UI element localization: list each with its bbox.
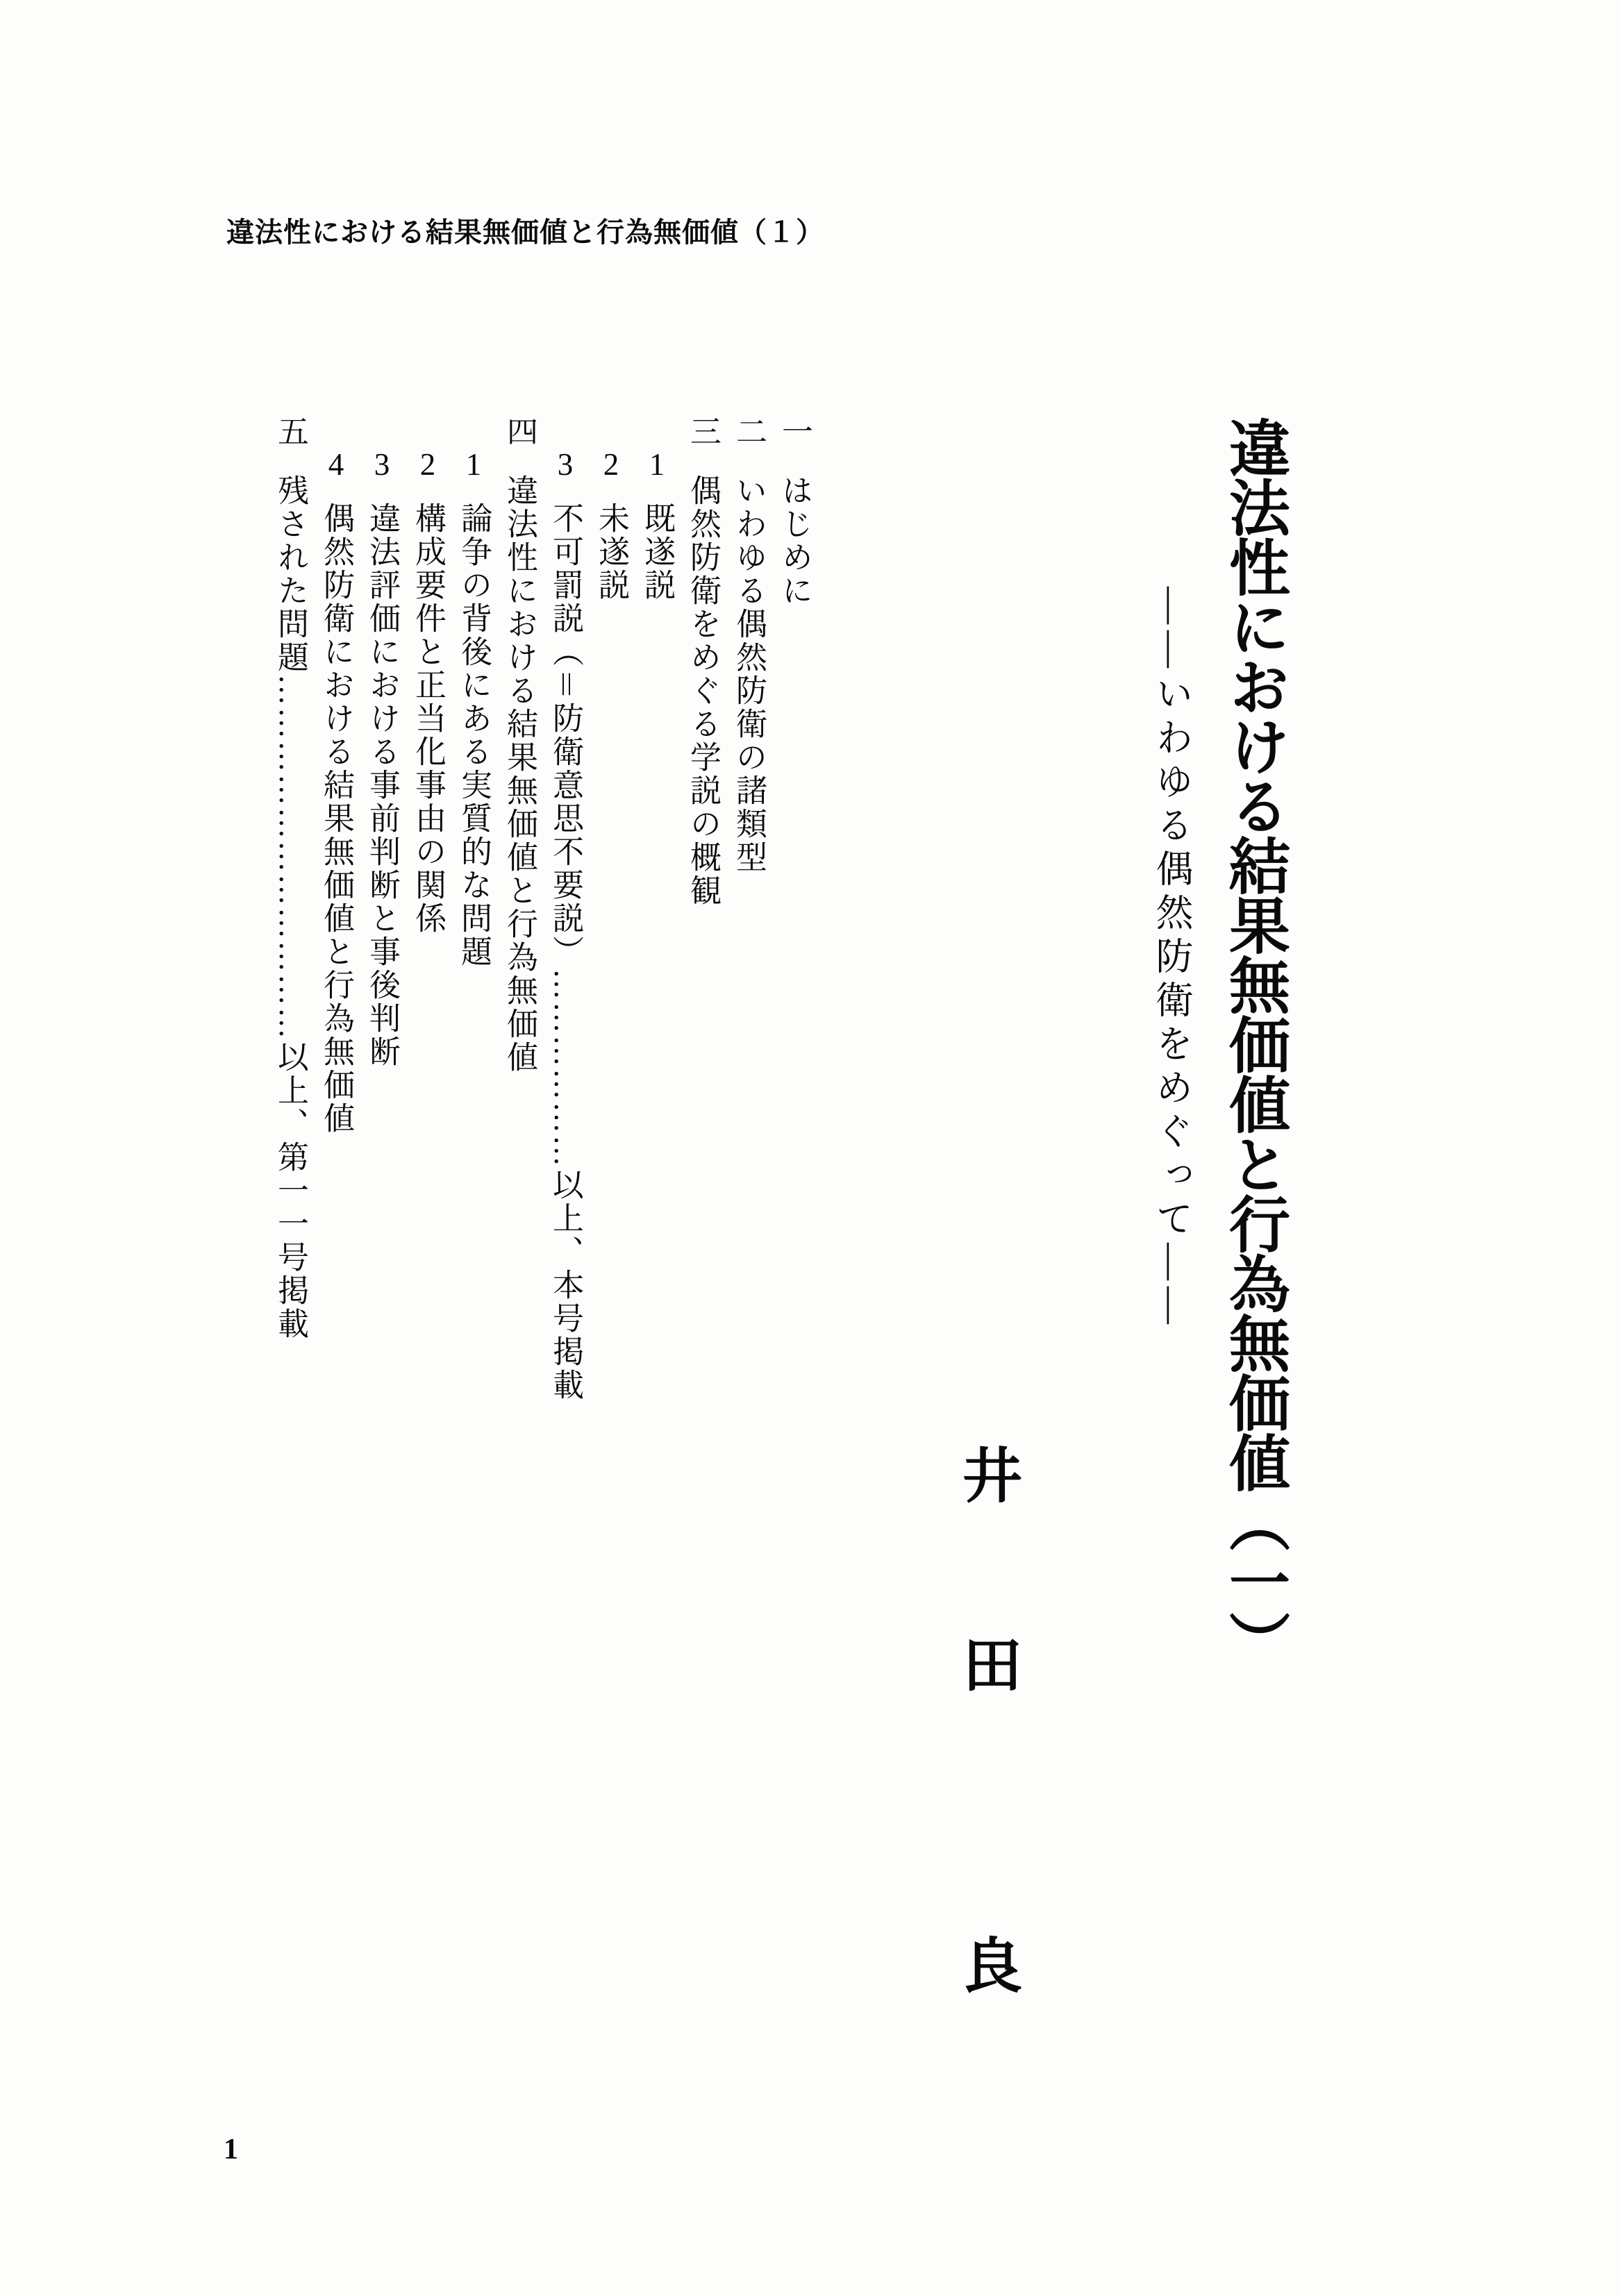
author-char: 井 — [953, 1444, 1020, 1504]
toc-section-number: 五 — [273, 415, 308, 449]
toc-subitem-3-1 — [634, 415, 680, 1595]
toc-dotted-leader: …………………………… — [273, 674, 308, 1041]
toc-item-2 — [726, 415, 772, 1595]
toc-subitem-number: 3 — [548, 447, 583, 484]
toc-publication-note: 以上、第一一号掲載 — [273, 1041, 308, 1341]
toc-section-label: 違法性における結果無価値と行為無価値 — [502, 474, 537, 1074]
article-title: 違法性における結果無価値と行為無価値（一） — [1220, 417, 1287, 1670]
toc-subitem-number: 1 — [456, 447, 491, 484]
running-header: 違法性における結果無価値と行為無価値（１） — [226, 217, 824, 248]
toc-section-number: 二 — [731, 415, 766, 449]
article-subtitle: ――いわゆる偶然防衛をめぐって―― — [1151, 587, 1192, 1330]
toc-subitem-number: 4 — [319, 447, 353, 484]
toc-subitem-3-2 — [588, 415, 634, 1595]
toc-subitem-label: 論争の背後にある実質的な問題 — [456, 502, 491, 969]
toc-subitem-label: 未遂説 — [594, 502, 628, 602]
toc-subitem-number: 1 — [640, 447, 674, 484]
toc-section-label: 偶然防衛をめぐる学説の概観 — [685, 474, 720, 907]
page-number: 1 — [224, 2134, 238, 2165]
toc-subitem-label: 違法評価における事前判断と事後判断 — [365, 502, 399, 1069]
toc-section-number: 三 — [685, 415, 720, 449]
toc-section-label: 残された問題 — [273, 474, 308, 674]
toc-dotted-leader: ……………… — [548, 969, 583, 1169]
toc-subitem-label: 既遂説 — [640, 502, 674, 602]
toc-item-3 — [680, 415, 726, 1595]
toc-publication-note: 以上、本号掲載 — [548, 1168, 583, 1402]
author-char: 田 — [953, 1634, 1020, 1693]
toc-subitem-4-4 — [313, 415, 359, 1595]
toc-subitem-number: 2 — [594, 447, 628, 484]
toc-subitem-4-3 — [359, 415, 405, 1595]
toc-subitem-label: 構成要件と正当化事由の関係 — [410, 502, 445, 935]
toc-subitem-label: 偶然防衛における結果無価値と行為無価値 — [319, 502, 353, 1135]
toc-section-number: 一 — [777, 415, 812, 449]
toc-subitem-number: 2 — [410, 447, 445, 484]
toc-section-label: はじめに — [777, 474, 812, 607]
toc-section-number: 四 — [502, 415, 537, 449]
toc-subitem-4-2 — [405, 415, 451, 1595]
toc-subitem-3-3 — [542, 415, 588, 1595]
toc-section-label: いわゆる偶然防衛の諸類型 — [731, 474, 766, 874]
toc-subitem-label: 不可罰説（＝防衛意思不要説） — [548, 502, 583, 969]
toc-item-1 — [772, 415, 817, 1595]
toc-item-4 — [497, 415, 542, 1595]
table-of-contents — [267, 415, 817, 1595]
toc-subitem-4-1 — [451, 415, 497, 1595]
author-name — [951, 1444, 1023, 1994]
toc-item-5 — [267, 415, 313, 1595]
author-char: 良 — [953, 1934, 1020, 1994]
toc-subitem-number: 3 — [365, 447, 399, 484]
